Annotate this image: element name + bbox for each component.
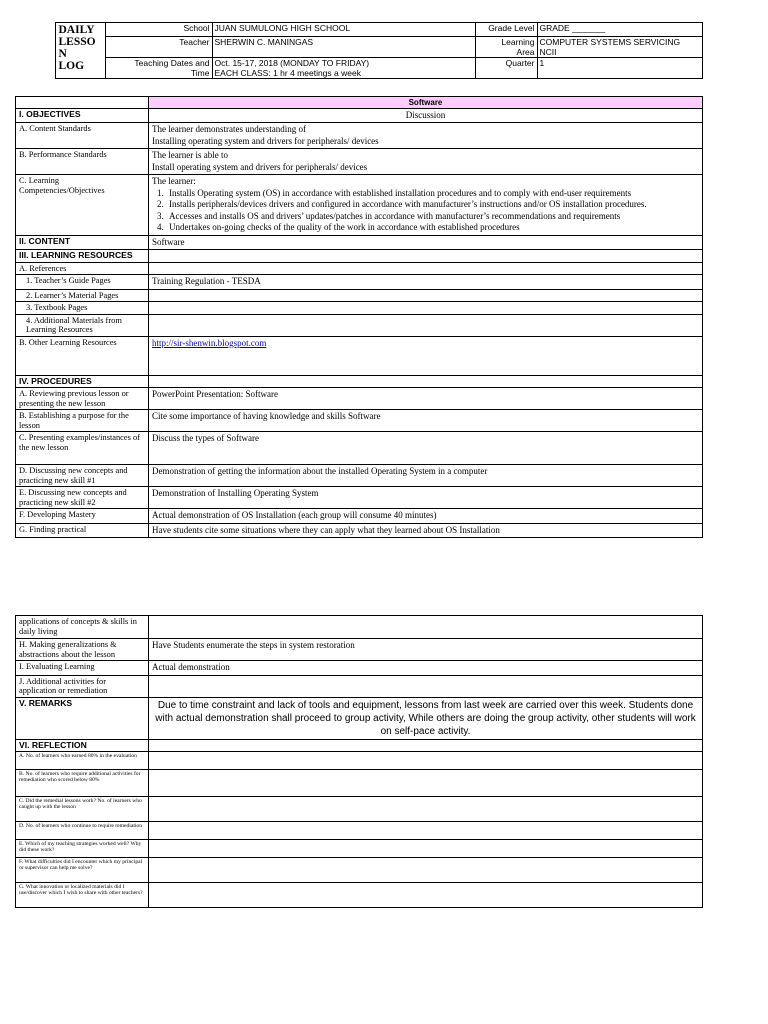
- proc-f-label: F. Developing Mastery: [16, 509, 149, 524]
- lesson-table: [15, 96, 703, 538]
- proc-g-continued-value: [149, 616, 703, 639]
- quarter-label: Quarter: [475, 58, 537, 79]
- remarks-heading: V. REMARKS: [16, 697, 149, 739]
- learning-area-label: Learning Area: [475, 37, 537, 58]
- reflection-f-label: F. What difficulties did I encounter which my principal or supervisor can help me solve?: [16, 858, 149, 883]
- reflection-f-value: [149, 858, 703, 883]
- resources-spacer: [149, 250, 703, 263]
- quarter-value: 1: [537, 58, 702, 79]
- additional-materials-label: 4. Additional Materials from Learning Resources: [16, 314, 149, 336]
- textbook-label: 3. Textbook Pages: [16, 302, 149, 315]
- list-item: 2. Installs peripherals/devices drivers and configured in accordance with manufacturer’s instructions and/or OS installation procedures.: [166, 199, 699, 211]
- proc-h-label: H. Making generalizations & abstractions about the lesson: [16, 639, 149, 661]
- proc-e-value: Demonstration of Installing Operating System: [149, 487, 703, 509]
- list-item: 4. Undertakes on-going checks of the quality of the work in accordance with established procedures: [166, 222, 699, 234]
- proc-b-value: Cite some importance of having knowledge and skills Software: [149, 410, 703, 432]
- other-resources-value: [149, 336, 703, 375]
- reflection-c-label: C. Did the remedial lessons work? No. of learners who caught up with the lesson: [16, 797, 149, 822]
- subject-spacer: [16, 97, 149, 109]
- learning-area-value: COMPUTER SYSTEMS SERVICING NCII: [537, 37, 702, 58]
- proc-f-value: Actual demonstration of OS Installation (each group will consume 40 minutes): [149, 509, 703, 524]
- other-resources-label: B. Other Learning Resources: [16, 336, 149, 375]
- proc-h-value: Have Students enumerate the steps in system restoration: [149, 639, 703, 661]
- content-standards-label: A. Content Standards: [16, 123, 149, 149]
- subject-header: Software: [149, 97, 703, 109]
- proc-g-continued-label: applications of concepts & skills in daily living: [16, 616, 149, 639]
- procedures-spacer: [149, 375, 703, 388]
- remarks-value: Due to time constraint and lack of tools and equipment, lessons from last week are carried over this week. Students done with actual demonstration shall proceed to group activity, While others are doing the group activity, other students will work on self-pace activity.: [149, 697, 703, 739]
- grade-label: Grade Level: [475, 23, 537, 37]
- dates-label: Teaching Dates and Time: [105, 58, 212, 79]
- competencies-list: [152, 188, 699, 234]
- header-table: [15, 22, 703, 79]
- additional-materials-value: [149, 314, 703, 336]
- proc-c-label: C. Presenting examples/instances of the new lesson: [16, 432, 149, 465]
- lesson-table-continued: [15, 615, 703, 908]
- header-spacer: [15, 23, 55, 79]
- reflection-a-label: A. No. of learners who earned 80% in the evaluation: [16, 752, 149, 770]
- list-item: 3. Accesses and installs OS and drivers’ updates/patches in accordance with manufacturer’s recommendations and requirements: [166, 211, 699, 223]
- learners-material-label: 2. Learner’s Material Pages: [16, 289, 149, 302]
- dates-value: Oct. 15-17, 2018 (MONDAY TO FRIDAY) EACH CLASS: 1 hr 4 meetings a week: [212, 58, 475, 79]
- grade-value: GRADE _______: [537, 23, 702, 37]
- proc-b-label: B. Establishing a purpose for the lesson: [16, 410, 149, 432]
- blog-link[interactable]: http://sir-shenwin.blogspot.com: [152, 337, 267, 348]
- proc-g-value: Have students cite some situations where they can apply what they learned about OS Installation: [149, 523, 703, 538]
- reflection-heading: VI. REFLECTION: [16, 739, 149, 752]
- teacher-value: SHERWIN C. MANINGAS: [212, 37, 475, 58]
- reflection-a-value: [149, 752, 703, 770]
- proc-a-value: PowerPoint Presentation: Software: [149, 388, 703, 410]
- performance-standards-value: The learner is able to Install operating system and drivers for peripherals/ devices: [149, 149, 703, 175]
- session-label: Discussion: [149, 109, 703, 123]
- proc-d-value: Demonstration of getting the information about the installed Operating System in a computer: [149, 465, 703, 487]
- proc-j-value: [149, 675, 703, 697]
- proc-i-label: I. Evaluating Learning: [16, 661, 149, 676]
- dll-title: DAILY LESSO N LOG: [55, 23, 105, 79]
- reflection-g-label: G. What innovation or localized materials did I use/discover which I wish to share with other teachers?: [16, 883, 149, 908]
- resources-heading: III. LEARNING RESOURCES: [16, 250, 149, 263]
- competencies-label: C. Learning Competencies/Objectives: [16, 175, 149, 236]
- content-value: Software: [149, 235, 703, 250]
- school-label: School: [105, 23, 212, 37]
- learners-material-value: [149, 289, 703, 302]
- reflection-c-value: [149, 797, 703, 822]
- proc-d-label: D. Discussing new concepts and practicing new skill #1: [16, 465, 149, 487]
- references-label: A. References: [16, 262, 149, 275]
- proc-g-label: G. Finding practical: [16, 523, 149, 538]
- content-standards-value: The learner demonstrates understanding of Installing operating system and drivers for peripherals/ devices: [149, 123, 703, 149]
- proc-a-label: A. Reviewing previous lesson or presenting the new lesson: [16, 388, 149, 410]
- proc-i-value: Actual demonstration: [149, 661, 703, 676]
- list-item: 1. Installs Operating system (OS) in accordance with established installation procedures and to comply with end-user requirements: [166, 188, 699, 200]
- competencies-value: The learner: 1. Installs Operating system (OS) in accordance with established installation procedures and to comply with end-user requirements 2. Installs peripherals/devices drivers and configured in accordance with manufacturer’s instructions and/or OS installation procedures. 3. Accesses and installs OS and drivers’ updates/patches in accordance with manufacturer’s recommendations and requirements 4. Undertakes on-going checks of the quality of the work in accordance with established procedures: [149, 175, 703, 236]
- reflection-e-value: [149, 840, 703, 858]
- objectives-heading: I. OBJECTIVES: [16, 109, 149, 123]
- reflection-d-value: [149, 822, 703, 840]
- references-spacer: [149, 262, 703, 275]
- reflection-e-label: E. Which of my teaching strategies worked well? Why did these work?: [16, 840, 149, 858]
- textbook-value: [149, 302, 703, 315]
- content-heading: II. CONTENT: [16, 235, 149, 250]
- teacher-label: Teacher: [105, 37, 212, 58]
- performance-standards-label: B. Performance Standards: [16, 149, 149, 175]
- reflection-g-value: [149, 883, 703, 908]
- reflection-b-label: B. No. of learners who require additional activities for remediation who scored below 80%: [16, 770, 149, 797]
- reflection-d-label: D. No. of learners who continue to require remediation: [16, 822, 149, 840]
- procedures-heading: IV. PROCEDURES: [16, 375, 149, 388]
- reflection-spacer: [149, 739, 703, 752]
- teachers-guide-label: 1. Teacher’s Guide Pages: [16, 275, 149, 290]
- proc-j-label: J. Additional activities for application or remediation: [16, 675, 149, 697]
- proc-c-value: Discuss the types of Software: [149, 432, 703, 465]
- proc-e-label: E. Discussing new concepts and practicing new skill #2: [16, 487, 149, 509]
- teachers-guide-value: Training Regulation - TESDA: [149, 275, 703, 290]
- school-value: JUAN SUMULONG HIGH SCHOOL: [212, 23, 475, 37]
- reflection-b-value: [149, 770, 703, 797]
